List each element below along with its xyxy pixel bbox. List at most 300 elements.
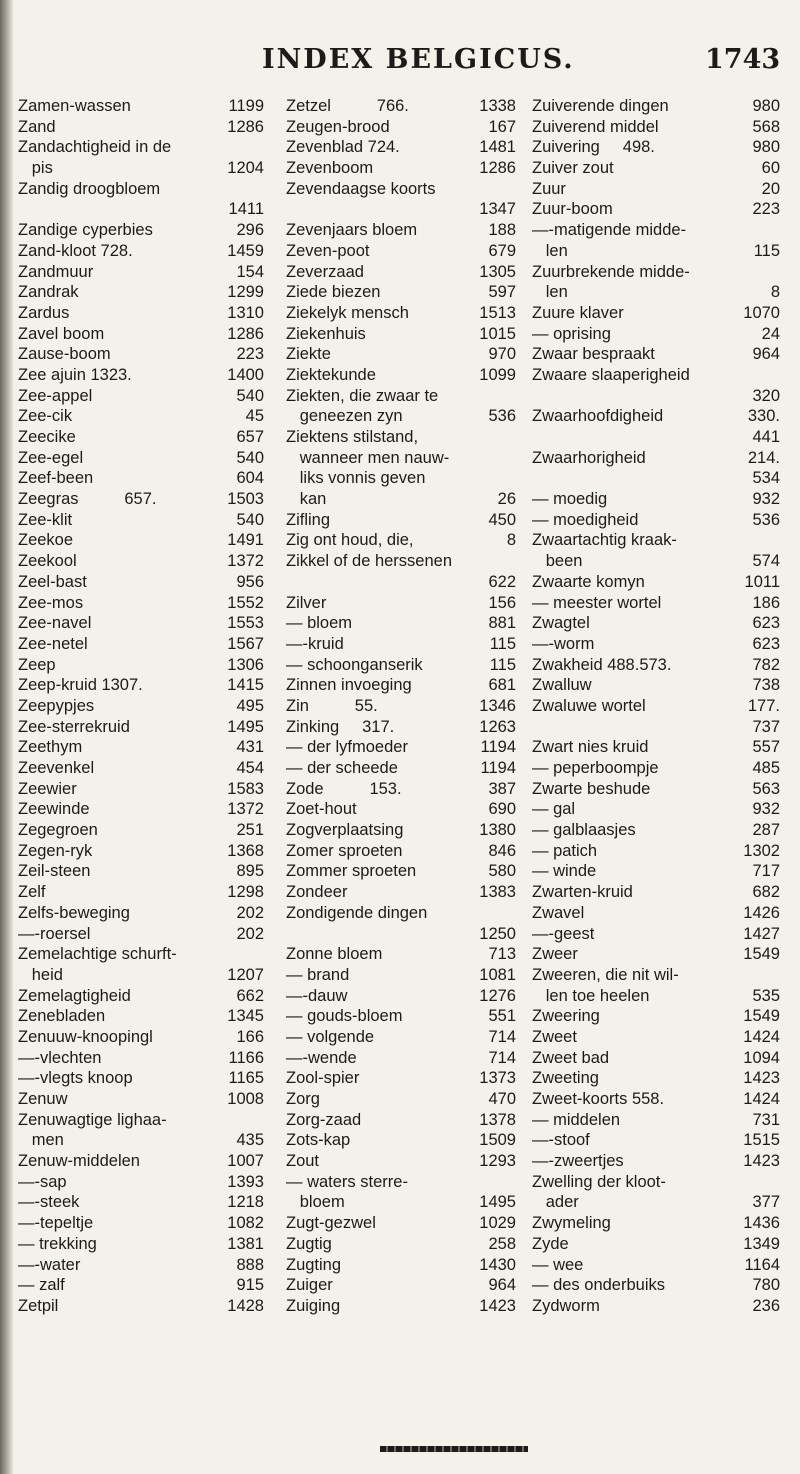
entry-page-number: 540 — [236, 386, 264, 405]
entry-page-number: 1583 — [227, 779, 264, 798]
entry-term: Zweer — [532, 945, 578, 964]
entry-page-number: 731 — [752, 1110, 780, 1129]
entry-term: Zwavel — [532, 903, 585, 922]
entry-page-number — [776, 365, 780, 386]
entry-page-number: 1306 — [227, 655, 264, 674]
index-entry — [532, 1192, 780, 1213]
entry-term: Zwaartachtig kraak- — [532, 531, 677, 550]
entry-term: Zee-klit — [18, 510, 73, 529]
entry-page-number: 535 — [752, 986, 780, 1005]
index-entry — [532, 158, 780, 179]
index-entry — [532, 199, 780, 220]
entry-page-number: 1011 — [744, 572, 780, 591]
index-entry — [286, 758, 516, 779]
entry-page-number: 682 — [752, 883, 780, 902]
entry-page-number: 377 — [752, 1193, 780, 1212]
entry-term: Zinking 317. — [286, 717, 395, 736]
entry-term: —-water — [18, 1255, 81, 1274]
index-entry — [286, 1296, 516, 1317]
index-entry — [286, 344, 516, 365]
index-entry — [18, 593, 264, 614]
index-entry — [532, 924, 780, 945]
entry-term: Zugt-gezwel — [286, 1214, 376, 1233]
index-entry — [18, 1068, 264, 1089]
entry-term: Zweering — [532, 1007, 600, 1026]
index-entry — [18, 1213, 264, 1234]
entry-page-number: 287 — [752, 821, 780, 840]
index-entry — [18, 799, 264, 820]
entry-term: — moedig — [532, 490, 608, 509]
entry-page-number: 1194 — [480, 759, 516, 777]
entry-page-number: 1381 — [227, 1234, 264, 1253]
entry-term: Zelfs-beweging — [18, 903, 130, 922]
index-entry — [286, 696, 516, 717]
entry-term: bloem — [286, 1193, 345, 1212]
entry-term: Ziekten, die zwaar te — [286, 386, 439, 405]
index-entry — [286, 882, 516, 903]
index-entry — [286, 1089, 516, 1110]
entry-page-number: 166 — [236, 1027, 264, 1046]
entry-page-number: 690 — [488, 800, 516, 819]
entry-page-number: 435 — [236, 1131, 264, 1150]
index-entry — [532, 1027, 780, 1048]
entry-term: Zwaarhoofdigheid — [532, 407, 664, 426]
index-entry — [18, 882, 264, 903]
entry-term: — volgende — [286, 1027, 375, 1046]
entry-term: Zeverzaad — [286, 262, 364, 281]
entry-term: Zeegras 657. — [18, 490, 157, 509]
index-entry — [532, 965, 780, 986]
entry-term: Zweet bad — [532, 1048, 610, 1067]
entry-term: Zeugen-brood — [286, 117, 390, 136]
index-entry — [532, 799, 780, 820]
index-entry — [532, 510, 780, 531]
entry-page-number: 1302 — [743, 841, 780, 860]
entry-page-number: 1310 — [227, 303, 264, 322]
index-entry — [532, 841, 780, 862]
index-entry — [18, 282, 264, 303]
entry-page-number: 1372 — [227, 552, 264, 571]
entry-term: — der lyfmoeder — [286, 738, 408, 757]
entry-term: wanneer men nauw- — [286, 448, 450, 467]
index-entry — [18, 1151, 264, 1172]
entry-page-number: 1509 — [479, 1131, 516, 1150]
index-entry — [532, 427, 780, 448]
entry-page-number: 20 — [761, 179, 780, 198]
entry-term: Zwarten-kruid — [532, 883, 633, 902]
entry-page-number — [512, 386, 516, 407]
index-entry — [286, 924, 516, 945]
entry-page-number: 1552 — [227, 593, 264, 612]
index-entry — [286, 737, 516, 758]
index-entry — [532, 303, 780, 324]
entry-page-number: 895 — [236, 862, 264, 881]
entry-term: Zots-kap — [286, 1131, 351, 1150]
index-entry — [532, 1296, 780, 1317]
entry-page-number: 780 — [752, 1276, 780, 1295]
entry-term: Zwaarte komyn — [532, 572, 645, 591]
entry-page-number — [776, 530, 780, 551]
entry-term: Zee-netel — [18, 634, 88, 653]
entry-term: Zwelling der kloot- — [532, 1172, 666, 1191]
entry-page-number: 964 — [752, 345, 780, 364]
entry-page-number: 202 — [236, 903, 264, 922]
entry-term: —-geest — [532, 924, 595, 943]
entry-page-number: 1549 — [743, 945, 780, 964]
entry-page-number: 1372 — [227, 800, 264, 819]
entry-page-number: 1199 — [228, 97, 264, 115]
index-entry — [532, 1068, 780, 1089]
entry-term: Zwakheid 488.573. — [532, 655, 672, 674]
index-entry — [286, 944, 516, 965]
entry-term: Zeepypjes — [18, 696, 95, 715]
index-entry — [286, 117, 516, 138]
entry-page-number: 1286 — [479, 159, 516, 178]
entry-term: — patich — [532, 841, 598, 860]
entry-term: len toe heelen — [532, 986, 650, 1005]
entry-page-number: 714 — [488, 1048, 516, 1067]
index-entry — [286, 303, 516, 324]
index-entry — [18, 1255, 264, 1276]
index-entry — [286, 799, 516, 820]
entry-term: Zetzel 766. — [286, 97, 409, 115]
entry-page-number — [776, 965, 780, 986]
entry-term: Zydworm — [532, 1296, 600, 1315]
entry-page-number: 1378 — [479, 1110, 516, 1129]
entry-page-number: 1495 — [227, 717, 264, 736]
index-entry — [286, 1027, 516, 1048]
index-entry — [286, 489, 516, 510]
entry-term: —-stoof — [532, 1131, 590, 1150]
index-entry — [532, 1130, 780, 1151]
entry-term: been — [532, 552, 583, 571]
entry-page-number: 1194 — [480, 738, 516, 757]
index-entry — [532, 655, 780, 676]
index-entry — [532, 986, 780, 1007]
index-entry — [532, 1089, 780, 1110]
entry-page-number: 1393 — [227, 1172, 264, 1191]
page-number: 1743 — [705, 44, 781, 75]
entry-term: Zeevenkel — [18, 759, 95, 777]
index-entry — [18, 199, 264, 220]
page-title: INDEX BELGICUS. — [262, 44, 575, 75]
entry-term: Zweet — [532, 1027, 577, 1046]
entry-term: Zilver — [286, 593, 327, 612]
index-entry — [18, 158, 264, 179]
entry-page-number: 1165 — [228, 1069, 264, 1088]
entry-page-number: 1349 — [743, 1234, 780, 1253]
entry-term: Zee-mos — [18, 593, 84, 612]
entry-page-number: 115 — [753, 241, 780, 260]
entry-page-number: 714 — [488, 1027, 516, 1046]
index-entry — [532, 1213, 780, 1234]
entry-term: Zenuw — [18, 1090, 68, 1108]
entry-term: Zoet-hout — [286, 800, 357, 819]
entry-page-number: 1276 — [479, 986, 516, 1005]
index-entry — [532, 489, 780, 510]
entry-term: Zenebladen — [18, 1007, 106, 1026]
index-entry — [286, 510, 516, 531]
entry-page-number: 258 — [488, 1234, 516, 1253]
index-entry — [286, 1255, 516, 1276]
entry-page-number — [512, 551, 516, 572]
entry-page-number: 956 — [236, 572, 264, 591]
entry-page-number: 1423 — [479, 1296, 516, 1315]
index-entry — [286, 427, 516, 448]
index-entry — [286, 1151, 516, 1172]
entry-term: Zevendaagse koorts — [286, 179, 436, 198]
entry-term: len — [532, 283, 568, 302]
entry-page-number: 888 — [236, 1255, 264, 1274]
entry-page-number: 1415 — [227, 676, 264, 695]
index-entry — [532, 1006, 780, 1027]
entry-term: Zyde — [532, 1234, 569, 1253]
index-entry — [18, 1172, 264, 1193]
entry-term: Zegegroen — [18, 821, 98, 840]
index-entry — [18, 1234, 264, 1255]
entry-term: Zee-sterrekruid — [18, 717, 130, 736]
entry-term: Zwalluw — [532, 676, 592, 695]
entry-page-number — [260, 944, 264, 965]
entry-page-number: 1427 — [743, 924, 780, 943]
index-entry — [18, 117, 264, 138]
entry-page-number: 1495 — [479, 1193, 516, 1212]
entry-term: Zeel-bast — [18, 572, 87, 591]
entry-page-number: 1204 — [227, 159, 264, 178]
index-entry — [286, 841, 516, 862]
entry-term: Zevenboom — [286, 159, 374, 178]
entry-term: Zweet-koorts 558. — [532, 1090, 665, 1108]
entry-page-number: 154 — [236, 262, 264, 281]
entry-term: — der scheede — [286, 759, 398, 777]
entry-term: Zeethym — [18, 738, 83, 757]
entry-term: Zode 153. — [286, 779, 402, 798]
entry-term: Zwaare slaaperigheid — [532, 365, 690, 384]
index-entry — [18, 468, 264, 489]
index-entry — [286, 530, 516, 551]
entry-term: Zee-egel — [18, 448, 84, 467]
entry-term: — peperboompje — [532, 759, 659, 777]
entry-term: —-vlegts knoop — [18, 1069, 133, 1088]
entry-term: Zogverplaatsing — [286, 821, 404, 840]
index-entry — [286, 220, 516, 241]
entry-term: Zonne bloem — [286, 945, 383, 964]
entry-page-number: 1459 — [227, 241, 264, 260]
index-entry — [532, 613, 780, 634]
entry-term: —-matigende midde- — [532, 221, 687, 240]
entry-term: — winde — [532, 862, 597, 881]
entry-term: geneezen zyn — [286, 407, 403, 426]
entry-term: Zandrak — [18, 283, 79, 302]
entry-term: —-tepeltje — [18, 1214, 94, 1233]
entry-term: Zinnen invoeging — [286, 676, 412, 695]
entry-page-number: 1424 — [743, 1090, 780, 1108]
entry-page-number: 454 — [236, 759, 264, 777]
entry-page-number: 450 — [488, 510, 516, 529]
entry-page-number: 540 — [236, 510, 264, 529]
index-entry — [18, 365, 264, 386]
entry-term: Ziede biezen — [286, 283, 381, 302]
entry-term: Zwagtel — [532, 614, 590, 633]
index-entry — [532, 468, 780, 489]
entry-term: Zuiverende dingen — [532, 97, 669, 115]
entry-page-number — [512, 903, 516, 924]
index-entry — [18, 944, 264, 965]
entry-page-number — [776, 1172, 780, 1193]
entry-term: Zee-appel — [18, 386, 93, 405]
index-entry — [18, 344, 264, 365]
entry-term: Zandachtigheid in de — [18, 138, 172, 157]
entry-term: Zevenjaars bloem — [286, 221, 418, 240]
entry-term: — schoonganserik — [286, 655, 423, 674]
index-entry — [18, 634, 264, 655]
entry-page-number: 1549 — [743, 1007, 780, 1026]
index-entry — [532, 241, 780, 262]
entry-page-number: 623 — [752, 634, 780, 653]
entry-term: Zemelagtigheid — [18, 986, 131, 1005]
index-column-2 — [286, 96, 516, 1317]
entry-page-number: 970 — [488, 345, 516, 364]
entry-page-number: 1380 — [479, 821, 516, 840]
entry-term: Zweeting — [532, 1069, 599, 1088]
index-entry — [18, 613, 264, 634]
entry-page-number: 846 — [488, 841, 516, 860]
entry-page-number: 1368 — [227, 841, 264, 860]
index-entry — [286, 468, 516, 489]
index-entry — [286, 448, 516, 469]
index-entry — [532, 1234, 780, 1255]
index-entry — [18, 924, 264, 945]
page-header — [0, 44, 800, 84]
index-entry — [286, 551, 516, 572]
index-entry — [18, 758, 264, 779]
index-entry — [532, 1151, 780, 1172]
entry-term: — waters sterre- — [286, 1172, 408, 1191]
index-entry — [286, 1275, 516, 1296]
index-entry — [286, 365, 516, 386]
index-entry — [18, 303, 264, 324]
entry-page-number: 1299 — [227, 283, 264, 302]
entry-term: pis — [18, 159, 53, 178]
entry-page-number: 115 — [489, 634, 516, 653]
index-entry — [286, 1213, 516, 1234]
entry-page-number: 1207 — [227, 965, 264, 984]
index-entry — [18, 861, 264, 882]
index-entry — [286, 324, 516, 345]
entry-term: Zandige cyperbies — [18, 221, 153, 240]
index-entry — [286, 1048, 516, 1069]
entry-term: Zwart nies kruid — [532, 738, 649, 757]
index-entry — [18, 324, 264, 345]
entry-page-number: 1347 — [479, 200, 516, 219]
index-entry — [286, 572, 516, 593]
entry-page-number: 186 — [752, 593, 780, 612]
index-entry — [532, 634, 780, 655]
entry-term: Zenuw-middelen — [18, 1152, 140, 1171]
entry-term: Zavel boom — [18, 324, 105, 343]
entry-term: Zevenblad 724. — [286, 138, 400, 157]
entry-page-number: 1430 — [479, 1255, 516, 1274]
entry-page-number: 623 — [752, 614, 780, 633]
entry-page-number: 1373 — [479, 1069, 516, 1088]
entry-page-number: 563 — [752, 779, 780, 798]
page-binding-edge — [0, 0, 14, 1474]
entry-term: Zugting — [286, 1255, 342, 1274]
entry-page-number: 485 — [752, 759, 780, 777]
index-entry — [532, 572, 780, 593]
index-entry — [532, 758, 780, 779]
index-entry — [532, 365, 780, 386]
index-entry — [286, 820, 516, 841]
index-entry — [286, 282, 516, 303]
entry-page-number — [260, 179, 264, 200]
entry-page-number: 738 — [752, 676, 780, 695]
index-entry — [286, 965, 516, 986]
entry-term: Zamen-wassen — [18, 97, 131, 115]
entry-page-number: 1166 — [228, 1048, 264, 1067]
entry-term: Zikkel of de herssenen — [286, 552, 453, 571]
index-entry — [532, 1172, 780, 1193]
index-entry — [532, 344, 780, 365]
entry-term: Zuiverend middel — [532, 117, 659, 136]
entry-term: — galblaasjes — [532, 821, 636, 840]
entry-page-number: 604 — [236, 469, 264, 488]
entry-term: Zelf — [18, 883, 46, 902]
entry-term: Zifling — [286, 510, 331, 529]
index-entry — [18, 655, 264, 676]
entry-term: Zetpil — [18, 1296, 59, 1315]
index-entry — [18, 572, 264, 593]
entry-page-number — [776, 220, 780, 241]
index-entry — [286, 262, 516, 283]
entry-page-number: 8 — [506, 531, 516, 550]
index-entry — [18, 696, 264, 717]
entry-term: Zee-navel — [18, 614, 92, 633]
entry-term: Zeecike — [18, 428, 76, 446]
entry-page-number: 251 — [236, 821, 264, 840]
entry-page-number: 1081 — [479, 965, 516, 984]
entry-page-number: 534 — [752, 469, 780, 488]
index-entry — [286, 717, 516, 738]
entry-page-number: 568 — [752, 117, 780, 136]
index-entry — [532, 737, 780, 758]
index-entry — [18, 1089, 264, 1110]
entry-term: Zuur-boom — [532, 200, 613, 219]
index-entry — [532, 406, 780, 427]
index-entry — [286, 137, 516, 158]
index-entry — [18, 1130, 264, 1151]
entry-page-number: 737 — [752, 717, 780, 736]
index-entry — [532, 551, 780, 572]
index-entry — [286, 1172, 516, 1193]
entry-term: — trekking — [18, 1234, 97, 1253]
entry-term: ader — [532, 1193, 579, 1212]
entry-term: Zeep-kruid 1307. — [18, 676, 143, 695]
index-entry — [18, 1110, 264, 1131]
entry-term: — wee — [532, 1255, 584, 1274]
entry-term: Zeekoe — [18, 531, 74, 550]
entry-term: liks vonnis geven — [286, 469, 426, 488]
index-entry — [286, 199, 516, 220]
entry-page-number: 24 — [761, 324, 780, 343]
entry-term: —-kruid — [286, 634, 344, 653]
index-entry — [532, 179, 780, 200]
index-entry — [286, 613, 516, 634]
entry-page-number: 441 — [752, 428, 780, 446]
entry-page-number: 188 — [488, 221, 516, 240]
entry-page-number: 1263 — [479, 717, 516, 736]
entry-page-number: 1286 — [227, 324, 264, 343]
